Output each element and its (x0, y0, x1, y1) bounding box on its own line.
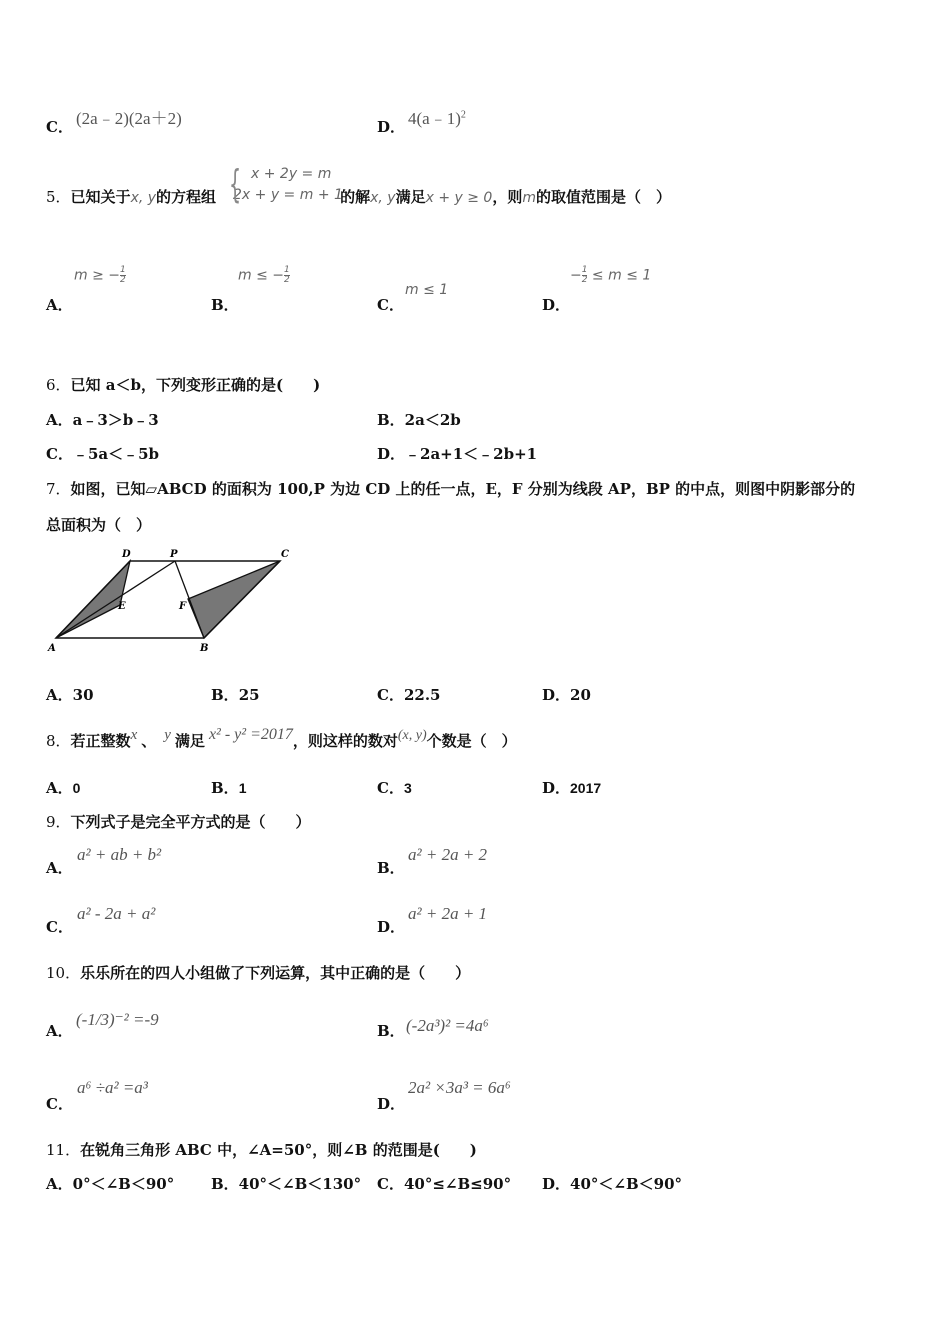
q10-option-b-expr: (-2a³)² =4a⁶ (406, 1016, 489, 1035)
q6-option-d: D．﹣2a+1＜﹣2b+1 (377, 445, 538, 463)
q8-option-d: D．2017 (542, 779, 602, 797)
q9-option-a-label: A． (46, 859, 73, 877)
q7-shaded-triangle-right (188, 561, 280, 638)
q7-option-d: D．20 (542, 686, 591, 704)
q11-option-b: B．40°＜∠B＜130° (211, 1175, 362, 1193)
q7-segment-ap (56, 561, 175, 638)
q9-stem: 9．下列式子是完全平方式的是（ ） (46, 813, 311, 831)
q7-stem-line1: 7．如图，已知▱ABCD 的面积为 100,P 为边 CD 上的任一点，E，F 分别为线段 AP，BP 的中点，则图中阴影部分的 (46, 480, 856, 498)
q5-option-d-expr: − $\frac{1}{2}$ ≤ m ≤ 1 (570, 265, 652, 285)
q5-option-b-expr: m ≤ − $\frac{1}{2}$ (238, 265, 290, 285)
q10-option-a-expr: (-1/3)⁻² =-9 (76, 1010, 159, 1029)
q5-option-c-expr: m ≤ 1 (405, 282, 449, 298)
q7-option-a: A．30 (46, 686, 94, 704)
q8-option-c: C．3 (377, 779, 412, 797)
q5-stem: 5．已知关于x, y的方程组 的解x, y满足x + y ≥ 0，则m的取值范围是（ ） (46, 188, 671, 206)
q6-option-a: A．a﹣3＞b﹣3 (46, 411, 159, 429)
q7-option-b: B．25 (211, 686, 260, 704)
q10-option-b-label: B． (377, 1022, 405, 1040)
q10-option-d-label: D． (377, 1095, 406, 1113)
q7-label-f: F (179, 601, 187, 612)
q10-option-a-label: A． (46, 1022, 73, 1040)
q7-label-d: D (122, 549, 131, 560)
q4-option-d-expr: 4(a﹣1)$^2$ (408, 109, 466, 128)
q8-option-a: A．0 (46, 779, 81, 797)
q5-equation-system: { x + 2y = m 2x + y = m + 1 (229, 162, 343, 206)
q10-option-c-expr: a⁶ ÷a² =a³ (77, 1078, 148, 1097)
q6-option-c: C．﹣5a＜﹣5b (46, 445, 160, 463)
q10-option-d-expr: 2a² ×3a³ = 6a⁶ (408, 1078, 511, 1097)
q5-option-d-label: D． (542, 296, 571, 314)
q7-option-c: C．22.5 (377, 686, 441, 704)
q9-option-c-expr: a² - 2a + a² (77, 904, 156, 923)
q7-label-b: B (200, 643, 209, 654)
q7-label-c: C (281, 549, 289, 560)
q8-option-b: B．1 (211, 779, 247, 797)
q9-option-d-expr: a² + 2a + 1 (408, 904, 488, 923)
q9-option-b-label: B． (377, 859, 405, 877)
q4-option-c-expr: (2a﹣2)(2a＋2) (76, 109, 182, 128)
q7-label-e: E (118, 601, 126, 612)
q5-option-c-label: C． (377, 296, 404, 314)
q4-option-c-label: C． (46, 118, 73, 136)
q7-stem-line2: 总面积为（ ） (46, 516, 152, 534)
q9-option-a-expr: a² + ab + b² (77, 845, 162, 864)
q9-option-c-label: C． (46, 918, 73, 936)
q7-parallelogram-abcd (56, 561, 280, 638)
q11-option-a: A．0°＜∠B＜90° (46, 1175, 175, 1193)
q5-option-a-expr: m ≥ − $\frac{1}{2}$ (74, 265, 126, 285)
q6-stem: 6．已知 a＜b，下列变形正确的是( ) (46, 376, 321, 394)
q9-option-b-expr: a² + 2a + 2 (408, 845, 488, 864)
q10-option-c-label: C． (46, 1095, 73, 1113)
q7-label-p: P (170, 549, 178, 560)
q5-option-b-label: B． (211, 296, 239, 314)
q9-option-d-label: D． (377, 918, 406, 936)
q7-parallelogram-figure (40, 543, 310, 658)
q11-stem: 11．在锐角三角形 ABC 中，∠A=50°，则∠B 的范围是( ) (46, 1141, 477, 1159)
q8-stem: 8．若正整数x 、 y 满足 x² - y² =2017，则这样的数对(x, y)个数是（ ） (46, 726, 517, 750)
q10-stem: 10．乐乐所在的四人小组做了下列运算，其中正确的是（ ） (46, 964, 471, 982)
q6-option-b: B．2a＜2b (377, 411, 461, 429)
q5-option-a-label: A． (46, 296, 73, 314)
q7-label-a: A (48, 643, 56, 654)
q4-option-d-label: D． (377, 118, 406, 136)
q11-option-c: C．40°≤∠B≤90° (377, 1175, 512, 1193)
q11-option-d: D．40°＜∠B＜90° (542, 1175, 683, 1193)
